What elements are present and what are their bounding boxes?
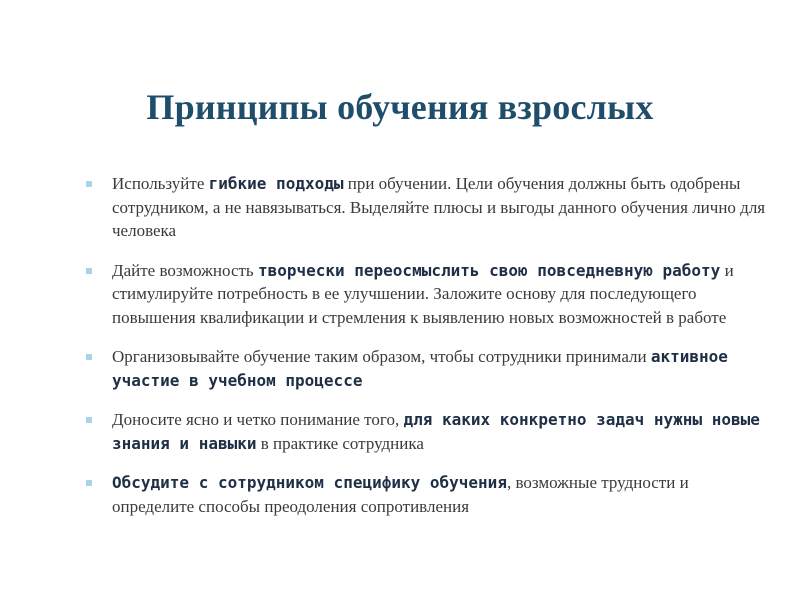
square-bullet-icon bbox=[86, 354, 92, 360]
bullet-item bbox=[86, 172, 770, 243]
bullet-text: при обучении. Цели обучения должны быть одобрены сотрудником, а не навязываться. Выделяйте плюсы и выгоды данного обучения лично для человека bbox=[112, 174, 766, 240]
bullet-text: и стимулируйте потребность в ее улучшении. Заложите основу для последующего повышения квалификации и стремления к выявлению новых возможностей в работе bbox=[112, 260, 734, 327]
bullet-text: Организовывайте обучение таким образом, чтобы сотрудники принимали bbox=[112, 347, 651, 366]
square-bullet-icon bbox=[86, 480, 92, 486]
bullet-emphasis-text: творчески переосмыслить свою повседневную работу bbox=[257, 260, 721, 280]
bullet-text: в практике сотрудника bbox=[256, 433, 424, 453]
bullet-text: , возможные трудности и определите способы преодоления сопротивления bbox=[112, 473, 689, 516]
bullet-item bbox=[86, 471, 770, 518]
bullet-item bbox=[86, 345, 770, 392]
bullet-item bbox=[86, 259, 770, 330]
bullet-text: Используйте bbox=[112, 174, 209, 193]
slide-title: Принципы обучения взрослых bbox=[146, 87, 654, 127]
bullet-emphasis-text: для каких конкретно задач нужны новые знания и навыки bbox=[112, 410, 760, 453]
bullet-text: Дайте возможность bbox=[112, 260, 258, 280]
bullet-emphasis-text: Обсудите с сотрудником специфику обучения bbox=[112, 473, 507, 492]
square-bullet-icon bbox=[86, 417, 92, 423]
bullet-text: Доносите ясно и четко понимание того, bbox=[112, 410, 404, 429]
bullet-list bbox=[86, 172, 770, 518]
bullet-item bbox=[86, 408, 770, 455]
square-bullet-icon bbox=[86, 181, 92, 187]
bullet-emphasis-text: гибкие подходы bbox=[208, 174, 344, 193]
bullet-emphasis-text: активное участие в учебном процессе bbox=[112, 347, 728, 390]
square-bullet-icon bbox=[86, 268, 92, 274]
